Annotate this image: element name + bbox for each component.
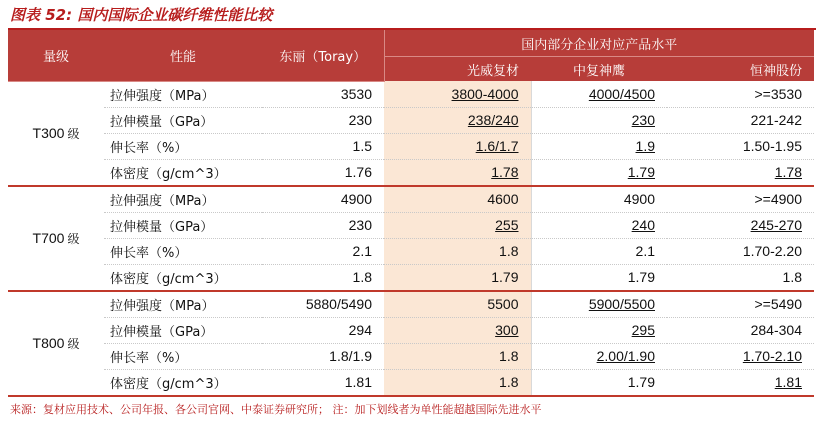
hengshen-value-cell (667, 291, 814, 318)
toray-value: 230 (348, 112, 372, 128)
guangwei-value: 1.8 (499, 374, 519, 390)
hengshen-value-cell (667, 212, 814, 238)
zhongfu-value-cell (531, 343, 667, 369)
toray-value-cell (262, 291, 384, 318)
hengshen-value: 221-242 (750, 112, 802, 128)
table-body (8, 81, 814, 396)
guangwei-value: 1.8 (499, 243, 519, 259)
toray-value: 1.8 (352, 269, 372, 285)
toray-value: 1.81 (344, 374, 372, 390)
zhongfu-value-cell (531, 369, 667, 396)
table-row (8, 369, 814, 396)
header-guangwei: 光威复材 (384, 57, 531, 82)
hengshen-value: >=5490 (754, 296, 802, 312)
zhongfu-value-cell (531, 159, 667, 186)
zhongfu-value: 2.00/1.90 (596, 348, 655, 364)
zhongfu-value: 4900 (623, 191, 655, 207)
zhongfu-value: 1.9 (635, 138, 655, 154)
hengshen-value: 1.70-2.20 (742, 243, 802, 259)
hengshen-value-cell (667, 133, 814, 159)
guangwei-value-cell (384, 238, 531, 264)
hengshen-value: 1.50-1.95 (742, 138, 802, 154)
table-row (8, 186, 814, 213)
property-cell-cell (104, 343, 262, 369)
property-cell-cell (104, 291, 262, 318)
table-row (8, 291, 814, 318)
hengshen-value: >=3530 (754, 85, 802, 102)
zhongfu-value-cell (531, 81, 667, 107)
zhongfu-value: 295 (631, 322, 655, 338)
zhongfu-value-cell (531, 317, 667, 343)
table-row (8, 81, 814, 107)
guangwei-value: 1.8 (499, 348, 519, 364)
property-cell-cell (104, 133, 262, 159)
hengshen-value-cell (667, 159, 814, 186)
guangwei-value-cell (384, 264, 531, 291)
header-hengshen: 恒神股份 (667, 57, 814, 82)
property-cell: 体密度（g/cm^3） (110, 376, 227, 392)
zhongfu-value: 2.1 (635, 243, 655, 259)
guangwei-value: 4600 (487, 191, 519, 207)
guangwei-value-cell (384, 107, 531, 133)
zhongfu-value: 1.79 (627, 164, 655, 180)
property-cell-cell (104, 238, 262, 264)
guangwei-value: 255 (495, 217, 519, 233)
property-cell: 伸长率（%） (110, 350, 188, 366)
toray-value-cell (262, 81, 384, 107)
grade-cell (8, 186, 104, 291)
table-row (8, 343, 814, 369)
property-cell: 拉伸强度（MPa） (110, 298, 215, 314)
header-property: 性能 (104, 30, 262, 81)
toray-value-cell (262, 317, 384, 343)
toray-value-cell (262, 212, 384, 238)
hengshen-value: 1.70-2.10 (742, 348, 802, 364)
hengshen-value-cell (667, 186, 814, 213)
hengshen-value-cell (667, 107, 814, 133)
toray-value: 1.5 (352, 138, 372, 154)
header-grade: 量级 (8, 30, 104, 81)
toray-value-cell (262, 264, 384, 291)
grade-unit: 级 (67, 231, 80, 246)
property-cell: 拉伸强度（MPa） (110, 88, 215, 104)
zhongfu-value: 1.79 (627, 269, 655, 285)
zhongfu-value-cell (531, 133, 667, 159)
toray-value-cell (262, 107, 384, 133)
header-zhongfu: 中复神鹰 (531, 57, 667, 82)
comparison-table (8, 30, 814, 397)
toray-value-cell (262, 369, 384, 396)
hengshen-value: 1.78 (774, 164, 802, 180)
zhongfu-value: 240 (631, 217, 655, 233)
property-cell: 拉伸模量（GPa） (110, 324, 214, 340)
guangwei-value-cell (384, 343, 531, 369)
guangwei-value: 238/240 (467, 112, 519, 128)
grade-cell (8, 291, 104, 396)
zhongfu-value-cell (531, 264, 667, 291)
hengshen-value: 1.81 (774, 374, 802, 390)
table-row (8, 133, 814, 159)
property-cell: 伸长率（%） (110, 140, 188, 156)
table-row (8, 107, 814, 133)
hengshen-value-cell (667, 264, 814, 291)
table-row (8, 317, 814, 343)
hengshen-value-cell (667, 81, 814, 107)
guangwei-value: 300 (495, 322, 519, 338)
toray-value: 230 (348, 217, 372, 233)
toray-value: 1.8/1.9 (329, 348, 372, 364)
hengshen-value: >=4900 (754, 191, 802, 207)
property-cell-cell (104, 186, 262, 213)
table-row (8, 264, 814, 291)
hengshen-value-cell (667, 238, 814, 264)
grade-label: T800 (32, 334, 65, 351)
toray-value: 5880/5490 (305, 296, 372, 312)
toray-value-cell (262, 159, 384, 186)
grade-unit: 级 (67, 126, 80, 141)
property-cell-cell (104, 81, 262, 107)
zhongfu-value: 1.79 (627, 374, 655, 390)
property-cell: 体密度（g/cm^3） (110, 166, 227, 182)
zhongfu-value: 230 (631, 112, 655, 128)
toray-value: 4900 (340, 191, 372, 207)
property-cell: 伸长率（%） (110, 245, 188, 261)
zhongfu-value-cell (531, 238, 667, 264)
grade-cell (8, 81, 104, 186)
property-cell-cell (104, 107, 262, 133)
grade-label: T300 (32, 124, 65, 141)
toray-value-cell (262, 186, 384, 213)
toray-value-cell (262, 238, 384, 264)
guangwei-value-cell (384, 81, 531, 107)
property-cell-cell (104, 159, 262, 186)
table-row (8, 159, 814, 186)
hengshen-value: 284-304 (750, 322, 802, 338)
zhongfu-value-cell (531, 212, 667, 238)
header-domestic-group: 国内部分企业对应产品水平 (384, 30, 814, 57)
property-cell: 拉伸模量（GPa） (110, 114, 214, 130)
toray-value: 3530 (340, 86, 372, 102)
guangwei-value-cell (384, 159, 531, 186)
toray-value: 2.1 (352, 243, 372, 259)
hengshen-value-cell (667, 343, 814, 369)
property-cell-cell (104, 369, 262, 396)
property-cell-cell (104, 264, 262, 291)
grade-label: T700 (32, 229, 65, 246)
property-cell: 拉伸强度（MPa） (110, 193, 215, 209)
table-row (8, 238, 814, 264)
guangwei-value-cell (384, 186, 531, 213)
guangwei-value-cell (384, 291, 531, 318)
guangwei-value: 1.79 (491, 269, 519, 285)
grade-unit: 级 (67, 336, 80, 351)
property-cell-cell (104, 317, 262, 343)
property-cell: 拉伸模量（GPa） (110, 219, 214, 235)
zhongfu-value-cell (531, 107, 667, 133)
property-cell: 体密度（g/cm^3） (110, 271, 227, 287)
guangwei-value: 3800-4000 (451, 85, 519, 102)
guangwei-value: 1.6/1.7 (475, 138, 519, 154)
figure-title: 图表 52: 国内国际企业碳纤维性能比较 (10, 6, 273, 24)
toray-value-cell (262, 343, 384, 369)
toray-value: 294 (348, 322, 372, 338)
hengshen-value-cell (667, 317, 814, 343)
header-toray: 东丽（Toray） (262, 30, 384, 81)
hengshen-value: 1.8 (782, 269, 802, 285)
zhongfu-value: 4000/4500 (588, 85, 655, 102)
hengshen-value-cell (667, 369, 814, 396)
source-note: 来源：复材应用技术、公司年报、各公司官网、中泰证券研究所； 注：加下划线者为单性能超越国际先进水平 (10, 403, 542, 416)
hengshen-value: 245-270 (750, 217, 802, 233)
toray-value-cell (262, 133, 384, 159)
zhongfu-value: 5900/5500 (588, 296, 655, 312)
guangwei-value: 5500 (487, 296, 519, 312)
guangwei-value-cell (384, 133, 531, 159)
guangwei-value: 1.78 (491, 164, 519, 180)
zhongfu-value-cell (531, 291, 667, 318)
guangwei-value-cell (384, 317, 531, 343)
zhongfu-value-cell (531, 186, 667, 213)
table-row (8, 212, 814, 238)
guangwei-value-cell (384, 369, 531, 396)
toray-value: 1.76 (344, 164, 372, 180)
property-cell-cell (104, 212, 262, 238)
guangwei-value-cell (384, 212, 531, 238)
